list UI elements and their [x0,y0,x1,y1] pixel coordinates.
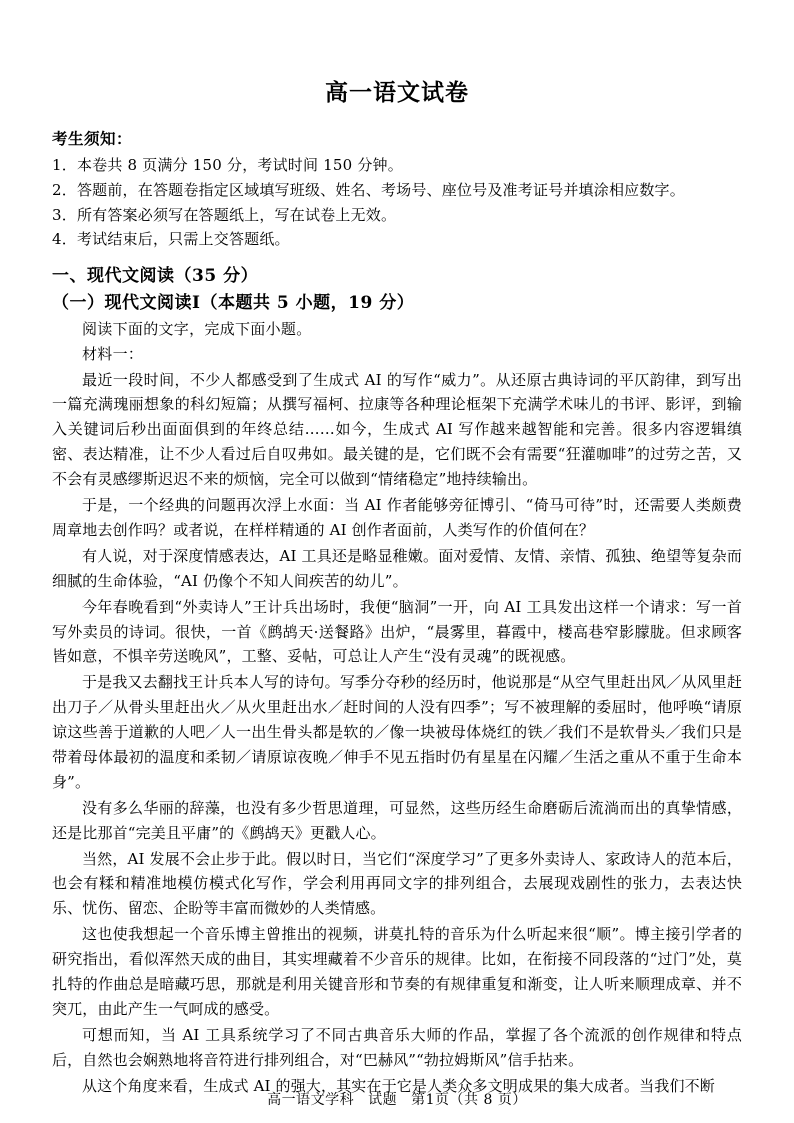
notice-item: 2．答题前，在答题卷指定区域填写班级、姓名、考场号、座位号及准考证号并填涂相应数字。 [52,180,685,199]
subsection-title: （一）现代文阅读Ⅰ（本题共 5 小题，19 分） [52,293,415,313]
notice-item: 1．本卷共 8 页满分 150 分，考试时间 150 分钟。 [52,156,403,174]
body-paragraph: 没有多么华丽的辞藻，也没有多少哲思道理，可显然，这些历经生命磨砺后流淌而出的真挚情感，还是比那首“完美且平庸”的《鹧鸪天》更戳人心。 [52,798,742,842]
instruction-text: 阅读下面的文字，完成下面小题。 [82,320,312,338]
section-title: 一、现代文阅读（35 分） [52,266,259,286]
footer-doc-type: 试题 [368,1092,398,1108]
body-paragraph: 最近一段时间，不少人都感受到了生成式 AI 的写作“威力”。从还原古典诗词的平仄韵律，到写出一篇充满瑰丽想象的科幻短篇；从撰写福柯、拉康等各种理论框架下充满学术味儿的书评、影评，到输入关键词后秒出面面俱到的年终总结……如今，生成式 AI 写作越来越智能和完善。很多内容逻辑缜密、表达精准，让不少人看过后自叹弗如。最关键的是，它们既不会有需要“狂灌咖啡”的过劳之苦，又不会有灵感缪斯迟迟不来的烦恼，完全可以做到“情绪稳定”地持续输出。 [52,370,742,489]
body-paragraph: 有人说，对于深度情感表达，AI 工具还是略显稚嫩。面对爱情、友情、亲情、孤独、绝望等复杂而细腻的生命体验，“AI 仍像个不知人间疾苦的幼儿”。 [52,546,742,590]
footer-page-number: 第1页（共 8 页） [411,1092,527,1108]
body-paragraph: 可想而知，当 AI 工具系统学习了不同古典音乐大师的作品，掌握了各个流派的创作规律和特点后，自然也会娴熟地将音符进行排列组合，对“巴赫风”“勃拉姆斯风”信手拈来。 [52,1025,742,1069]
body-paragraph: 今年春晚看到“外卖诗人”王计兵出场时，我便“脑洞”一开，向 AI 工具发出这样一个请求：写一首写外卖员的诗词。很快，一首《鹧鸪天·送餐路》出炉，“晨雾里，暮霞中，楼高巷窄影朦胧。但求顾客皆如意，不惧辛劳送晚风”，工整、妥帖，可总让人产生“没有灵魂”的既视感。 [52,597,742,666]
body-paragraph: 这也使我想起一个音乐博主曾推出的视频，讲莫扎特的音乐为什么听起来很“顺”。博主接引学者的研究指出，看似浑然天成的曲目，其实埋藏着不少音乐的规律。比如，在衔接不同段落的“过门”处，莫扎特的作曲总是暗藏巧思，那就是利用关键音形和节奏的有规律重复和渐变，让人听来顺理成章、并不突兀，由此产生一气呵成的感受。 [52,925,742,1018]
notice-heading: 考生须知： [52,129,133,148]
notice-item: 4．考试结束后，只需上交答题纸。 [52,230,290,249]
page-footer [0,1089,794,1109]
body-paragraph: 于是我又去翻找王计兵本人写的诗句。写季分夺秒的经历时，他说那是“从空气里赶出风／从风里赶出刀子／从骨头里赶出火／从火里赶出水／赶时间的人没有四季”；写不被理解的委屈时，他呼唤“请原谅这些善于道歉的人吧／人一出生骨头都是软的／像一块被母体烧红的铁／我们不是软骨头／我们只是带着母体最初的温度和柔韧／请原谅夜晚／伸手不见五指时仍有星星在闪耀／生活之重从不重于生命本身”。 [52,673,742,791]
material-label: 材料一： [82,345,144,364]
body-paragraph: 当然，AI 发展不会止步于此。假以时日，当它们“深度学习”了更多外卖诗人、家政诗人的范本后，也会有糅和精准地模仿模式化写作，学会利用再同文字的排列组合，去展现戏剧性的张力，去表达快乐、忧伤、留恋、企盼等丰富而微妙的人类情感。 [52,849,742,918]
page-title: 高一语文试卷 [325,79,469,106]
body-paragraph: 从这个角度来看，生成式 AI 的强大，其实在于它是人类众多文明成果的集大成者。当我们不断 [82,1076,715,1095]
body-paragraph: 于是，一个经典的问题再次浮上水面：当 AI 作者能够旁征博引、“倚马可待”时，还需要人类颇费周章地去创作吗？或者说，在样样精通的 AI 创作者面前，人类写作的价值何在？ [52,496,742,539]
footer-subject: 高一语文学科 [267,1092,355,1108]
notice-item: 3．所有答案必须写在答题纸上，写在试卷上无效。 [52,205,397,224]
